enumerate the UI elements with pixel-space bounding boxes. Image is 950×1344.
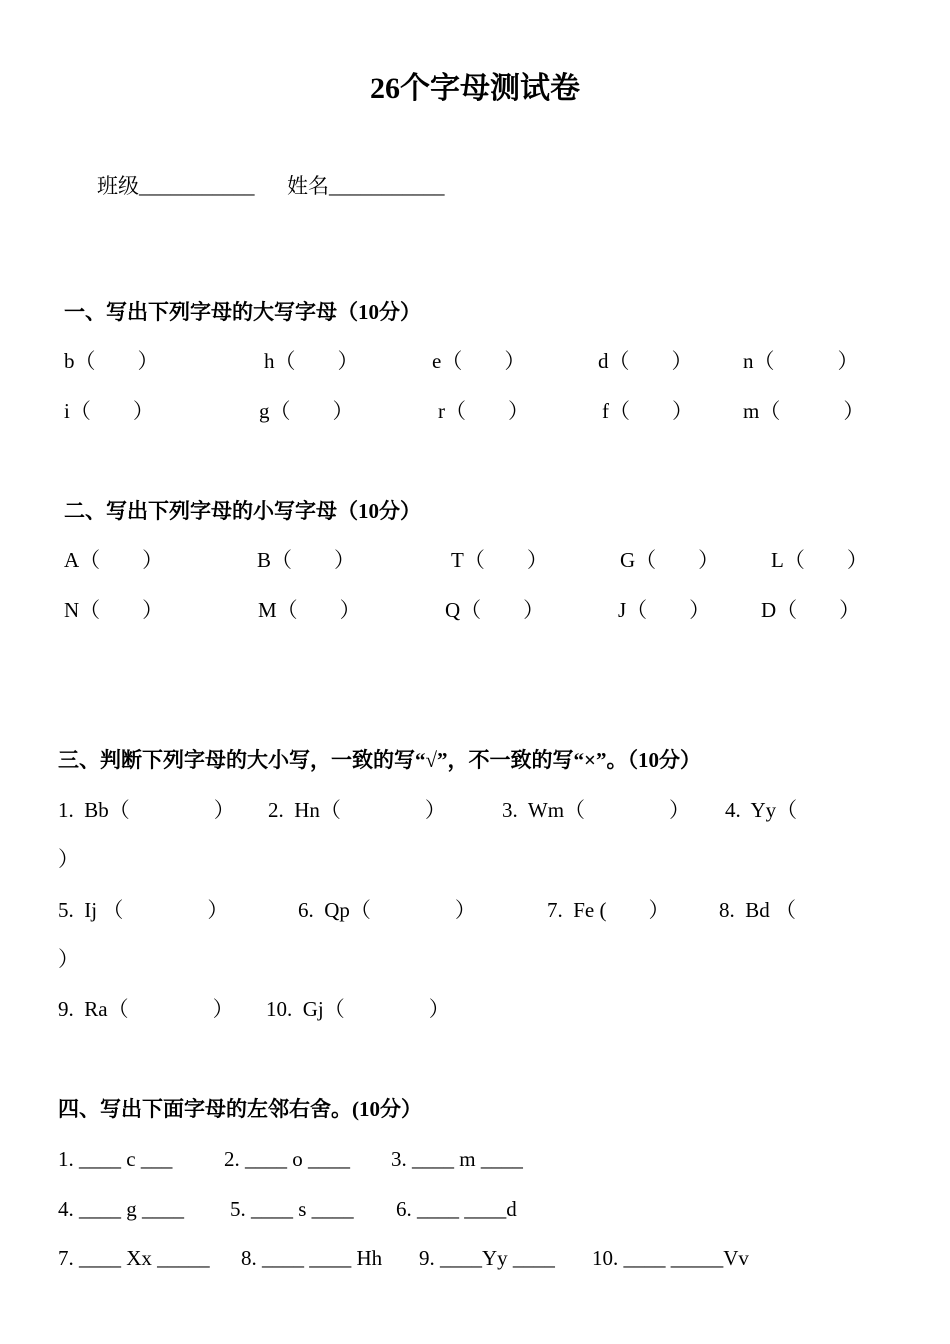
s1-r2-item2: g（ ） (259, 399, 354, 423)
s3-item1: 1. Bb（ ） (58, 798, 235, 822)
section1-heading: 一、写出下列字母的大写字母（10分） (64, 300, 421, 324)
s3-item4: 4. Yy（ (725, 798, 798, 822)
s3-item6: 6. Qp（ ） (298, 898, 476, 922)
s4-item6: 6. ____ ____d (396, 1197, 517, 1221)
s3-item8: 8. Bd （ (719, 898, 797, 922)
s1-r2-item5: m（ ） (743, 399, 865, 423)
s2-r2-item1: N（ ） (64, 598, 164, 622)
s2-r1-item5: L（ ） (771, 548, 868, 572)
s3-item7: 7. Fe ( ） (547, 898, 670, 922)
s2-r1-item2: B（ ） (257, 548, 356, 572)
s4-item9: 9. ____Yy ____ (419, 1246, 555, 1270)
s1-r1-item1: b（ ） (64, 349, 159, 373)
s2-r1-item4: G（ ） (620, 548, 720, 572)
name-field-label: 姓名___________ (287, 174, 445, 198)
s2-r1-item1: A（ ） (64, 548, 164, 572)
s4-item4: 4. ____ g ____ (58, 1197, 184, 1221)
s1-r2-item3: r（ ） (438, 399, 529, 423)
s2-r2-item4: J（ ） (618, 598, 711, 622)
s1-r1-item2: h（ ） (264, 349, 359, 373)
s2-r1-item3: T（ ） (451, 548, 548, 572)
s4-item7: 7. ____ Xx _____ (58, 1246, 210, 1270)
s3-item9: 9. Ra（ ） (58, 997, 234, 1021)
section2-heading: 二、写出下列字母的小写字母（10分） (64, 499, 421, 523)
s3-item5: 5. Ij （ ） (58, 898, 229, 922)
s3-item4-close: ） (58, 847, 79, 871)
s3-item10: 10. Gj（ ） (266, 997, 450, 1021)
s3-item8-close: ） (58, 947, 79, 971)
s4-item2: 2. ____ o ____ (224, 1147, 350, 1171)
section4-heading: 四、写出下面字母的左邻右舍。(10分） (58, 1097, 422, 1121)
s4-item10: 10. ____ _____Vv (592, 1246, 749, 1270)
s2-r2-item3: Q（ ） (445, 598, 545, 622)
s4-item8: 8. ____ ____ Hh (241, 1246, 383, 1270)
class-field-label: 班级___________ (97, 174, 255, 198)
page-title: 26个字母测试卷 (370, 72, 580, 105)
s1-r1-item3: e（ ） (432, 349, 526, 373)
s1-r1-item4: d（ ） (598, 349, 693, 373)
s1-r2-item4: f（ ） (602, 399, 693, 423)
s4-item1: 1. ____ c ___ (58, 1147, 173, 1171)
s1-r2-item1: i（ ） (64, 399, 154, 423)
s2-r2-item5: D（ ） (761, 598, 861, 622)
s4-item5: 5. ____ s ____ (230, 1197, 354, 1221)
s1-r1-item5: n（ ） (743, 349, 859, 373)
s3-item2: 2. Hn（ ） (268, 798, 446, 822)
s4-item3: 3. ____ m ____ (391, 1147, 523, 1171)
section3-heading: 三、判断下列字母的大小写，一致的写“√”，不一致的写“×”。（10分） (58, 748, 701, 772)
s2-r2-item2: M（ ） (258, 598, 361, 622)
s3-item3: 3. Wm（ ） (502, 798, 691, 822)
